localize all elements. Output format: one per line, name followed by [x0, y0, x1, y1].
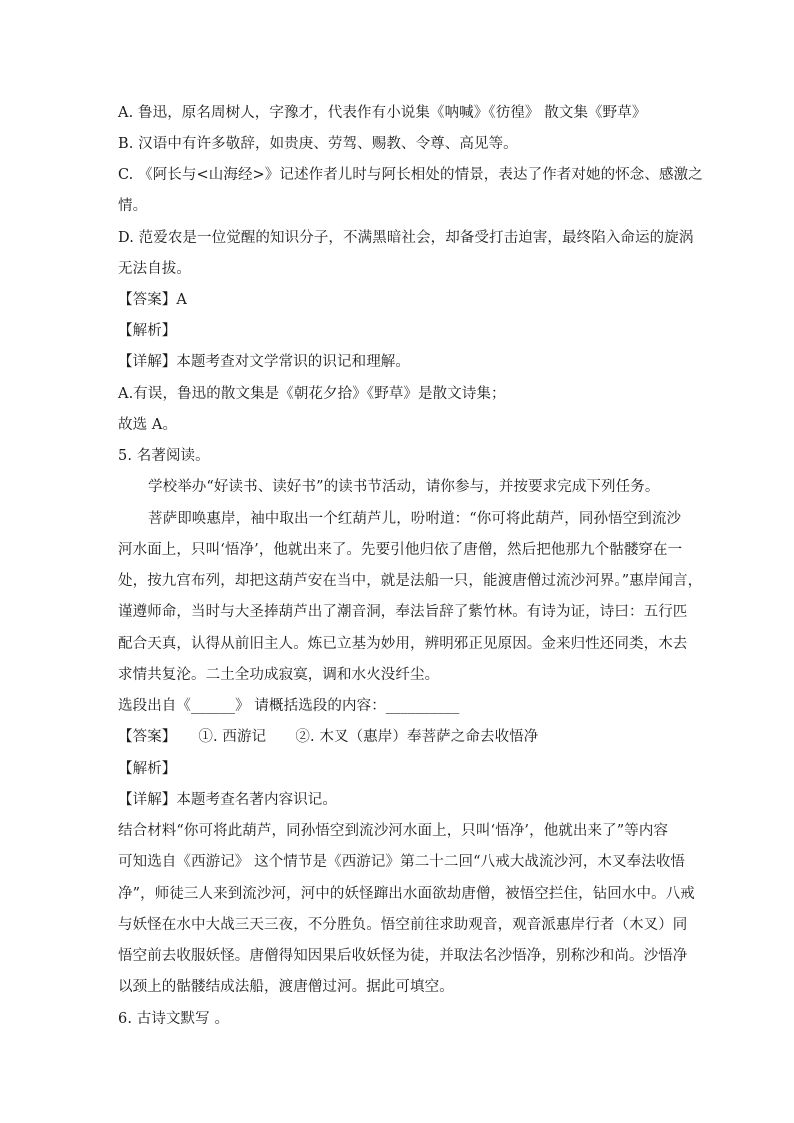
- q5-passage-line: 菩萨即唤惠岸，袖中取出一个红葫芦儿，吩咐道：“你可将此葫芦，同孙悟空到流沙: [148, 511, 682, 527]
- q5-passage-line: 处，按九宫布列，却把这葫芦安在当中，就是法船一只，能渡唐僧过流沙河界。”惠岸闻言，: [118, 573, 703, 589]
- q5-question: 选段出自《______》 请概括选段的内容：__________: [118, 698, 460, 714]
- q5-explanation-line: 可知选自《西游记》 这个情节是《西游记》第二十二回“八戒大战流沙河，木叉奉法收悟: [118, 854, 686, 870]
- q5-explanation-line: 与妖怪在水中大战三天三夜，不分胜负。悟空前往求助观音，观音派惠岸行者（木叉）同: [118, 917, 688, 933]
- q5-passage-line: 河水面上，只叫‘悟净’，他就出来了。先要引他归依了唐僧，然后把他那九个骷髅穿在一: [118, 542, 683, 558]
- q4-option-d-line1: D. 范爱农是一位觉醒的知识分子，不满黑暗社会，却备受打击迫害，最终陷入命运的旋涡: [118, 230, 694, 246]
- q5-analysis-header: 【解析】: [118, 761, 177, 777]
- q4-detail: 【详解】本题考查对文学常识的识记和理解。: [118, 354, 410, 370]
- q4-answer: 【答案】A: [118, 292, 187, 308]
- q4-option-c-line2: 情。: [118, 198, 148, 214]
- q5-title: 5. 名著阅读。: [118, 448, 210, 464]
- q5-passage-line: 求情共复沦。二土全功成寂寞，调和水火没纤尘。: [118, 667, 440, 683]
- q4-conclusion: 故选 A。: [118, 417, 178, 433]
- q5-explanation-line: 净”，师徒三人来到流沙河，河中的妖怪蹿出水面欲劫唐僧，被悟空拦住，钻回水中。八戒: [118, 886, 695, 902]
- q4-option-b: B. 汉语中有许多敬辞，如贵庚、劳驾、赐教、令尊、高见等。: [118, 136, 518, 152]
- q6-title: 6. 古诗文默写 。: [118, 1011, 230, 1027]
- q5-explanation-line: 悟空前去收服妖怪。唐僧得知因果后收妖怪为徒，并取法名沙悟净，别称沙和尚。沙悟净: [118, 948, 688, 964]
- q4-option-d-line2: 无法自拔。: [118, 261, 191, 277]
- q4-option-a: A. 鲁迅，原名周树人，字豫才，代表作有小说集《呐喊》《彷徨》 散文集《野草》: [118, 105, 647, 121]
- q4-detail-a: A.有误，鲁迅的散文集是《朝花夕拾》《野草》是散文诗集；: [118, 386, 506, 402]
- q5-detail: 【详解】本题考查名著内容识记。: [118, 792, 337, 808]
- q4-option-c-line1: C. 《阿长与<山海经>》记述作者儿时与阿长相处的情景，表达了作者对她的怀念、感激之: [118, 167, 703, 183]
- q5-answer: 【答案】 ①. 西游记 ②. 木叉（惠岸）奉菩萨之命去收悟净: [118, 729, 539, 745]
- q5-passage-line: 配合天真，认得从前旧主人。炼已立基为妙用，辨明邪正见原因。金来归性还同类，木去: [118, 636, 688, 652]
- q4-analysis-header: 【解析】: [118, 323, 177, 339]
- q5-explanation-line: 以颈上的骷髅结成法船，渡唐僧过河。据此可填空。: [118, 979, 454, 995]
- q5-passage-line: 谨遵师命，当时与大圣捧葫芦出了潮音洞，奉法旨辞了紫竹林。有诗为证，诗曰：五行匹: [118, 604, 688, 620]
- q5-explanation-line: 结合材料“你可将此葫芦，同孙悟空到流沙河水面上，只叫‘悟净’，他就出来了”等内容: [118, 823, 669, 839]
- q5-intro: 学校举办“好读书、读好书”的读书节活动，请你参与，并按要求完成下列任务。: [148, 479, 660, 495]
